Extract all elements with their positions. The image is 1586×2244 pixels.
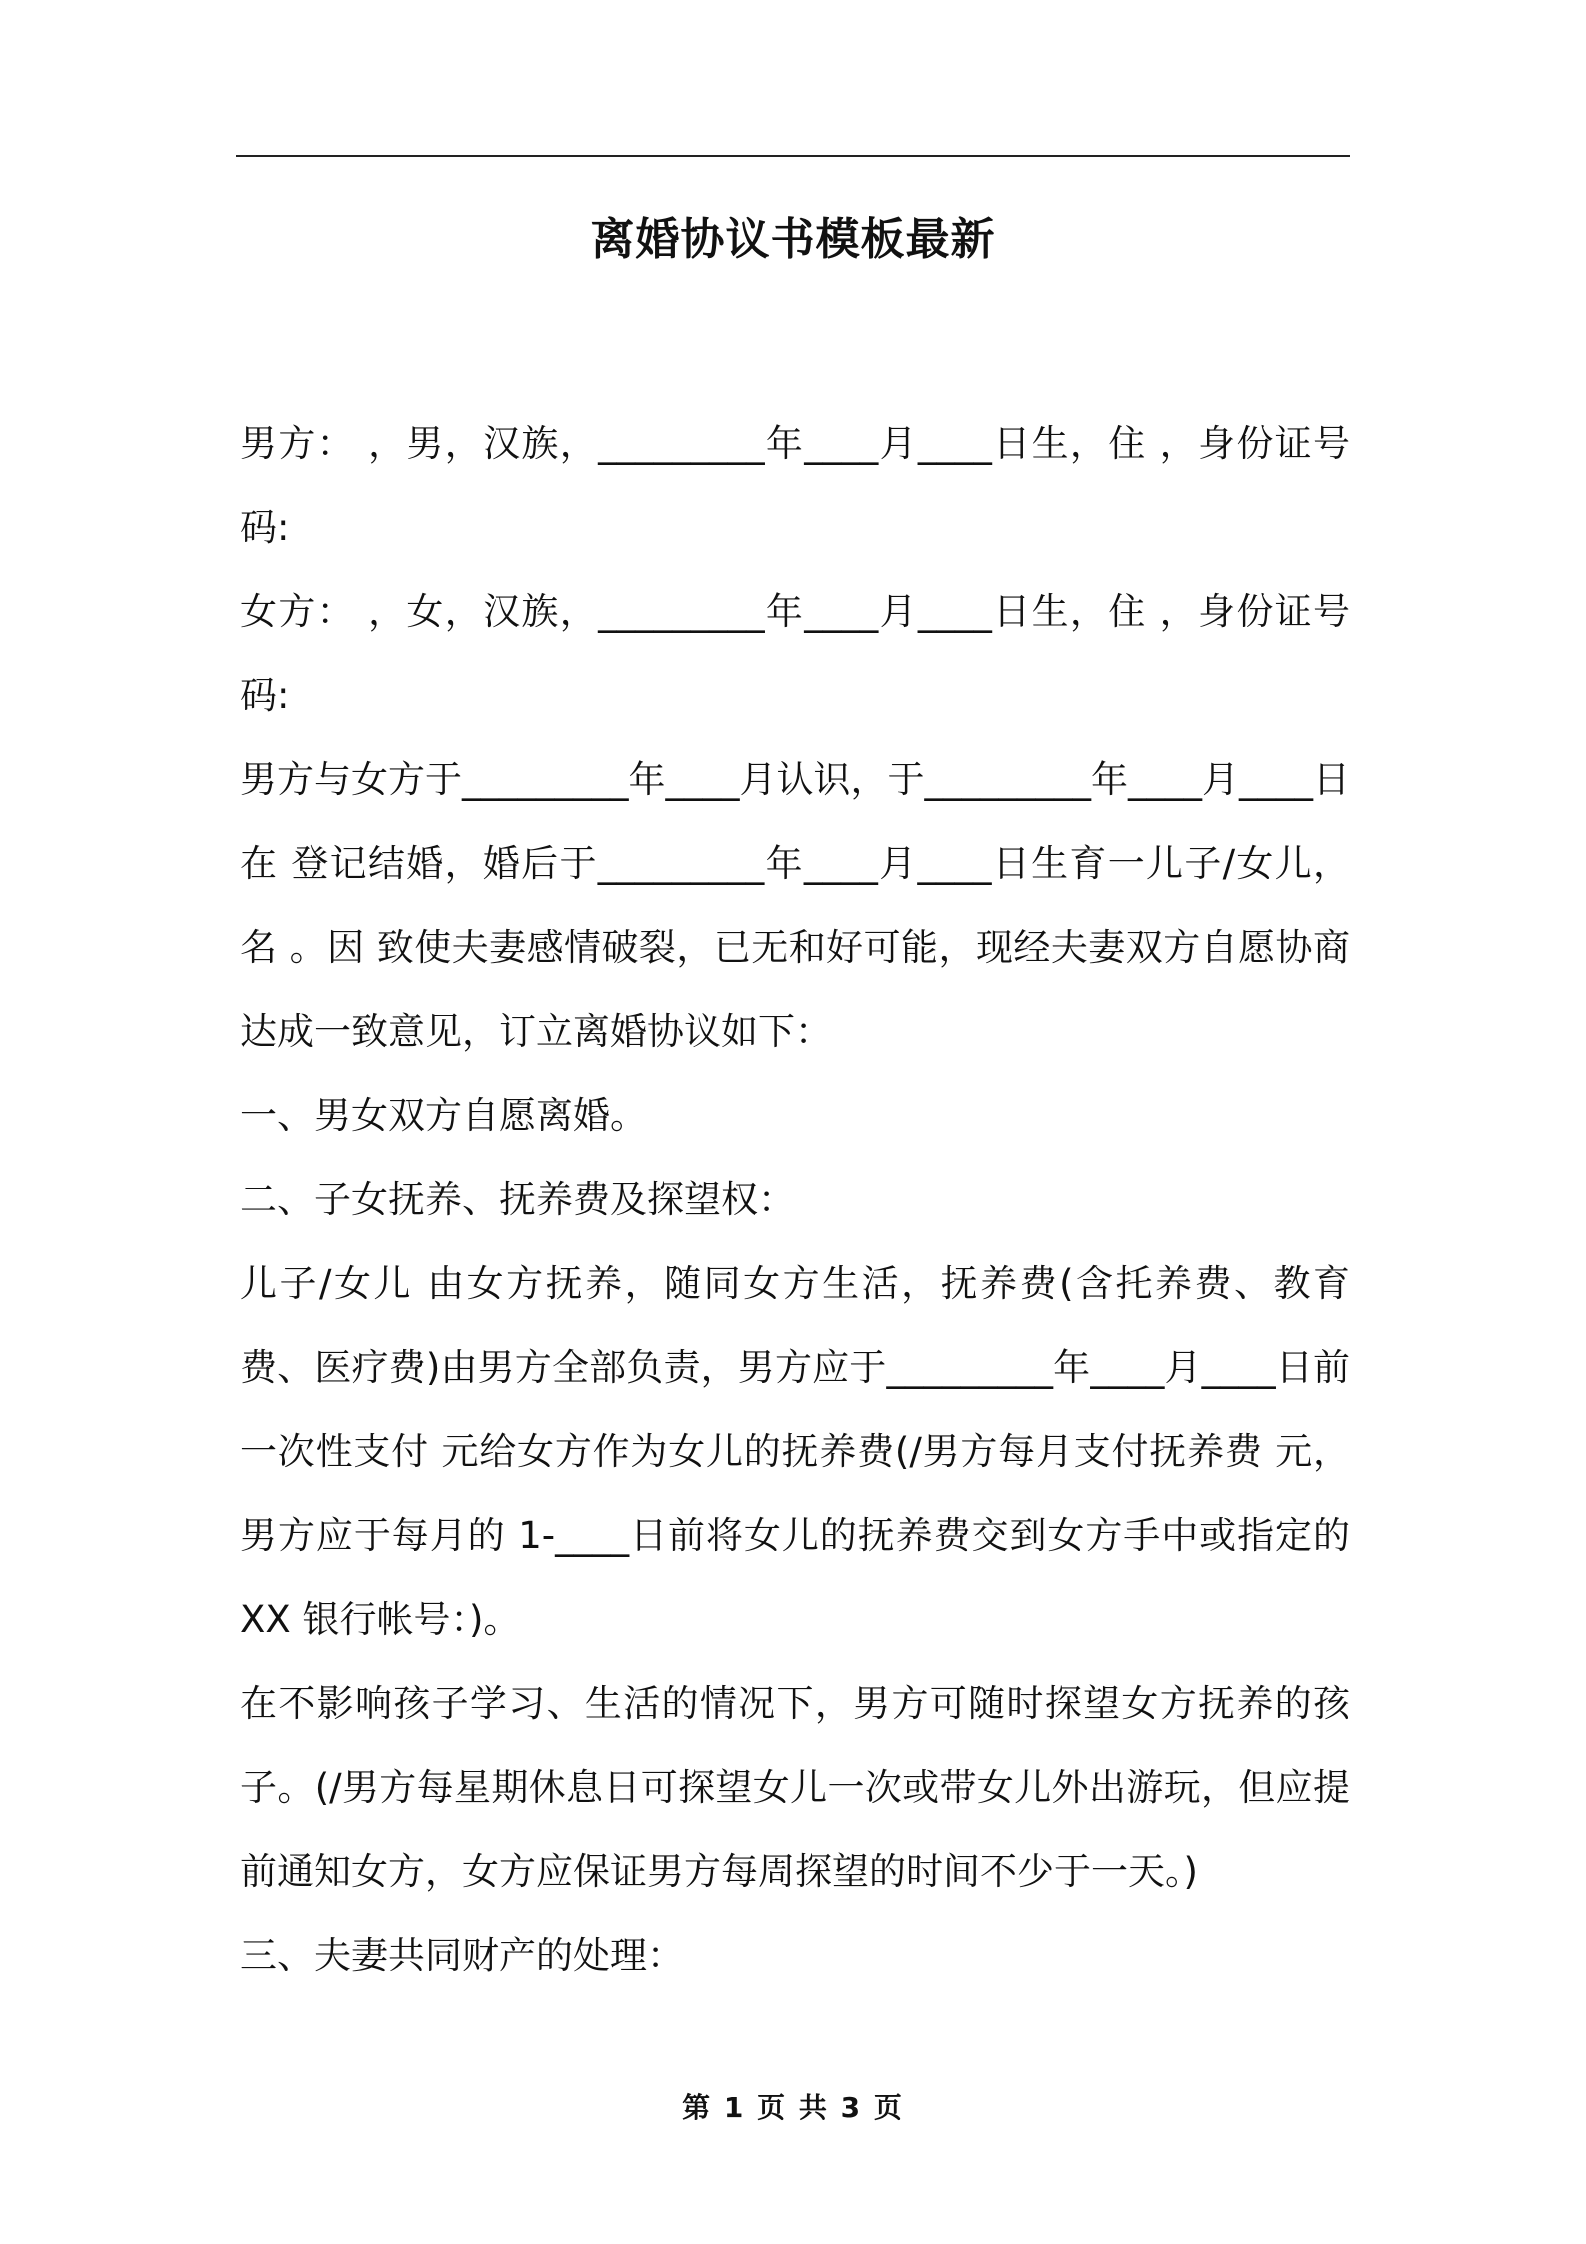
clause-one-heading: 一、男女双方自愿离婚。: [240, 1094, 647, 1137]
clause-two-heading: 二、子女抚养、抚养费及探望权：: [240, 1178, 795, 1221]
clause-three-heading: 三、夫妻共同财产的处理：: [240, 1934, 684, 1977]
page-number-footer: 第 1 页 共 3 页: [682, 2091, 904, 2124]
paragraph-male-party: 男方： ，男，汉族，_________年____月____日生，住 ，身份证号码:: [240, 422, 1350, 549]
document-title: 离婚协议书模板最新: [590, 214, 996, 265]
document-body: [240, 402, 1350, 1998]
paragraph-child-support: 儿子/女儿 由女方抚养，随同女方生活，抚养费(含托养费、教育费、医疗费)由男方全部负责，男方应于_________年____月____日前一次性支付 元给女方作为女儿的抚养费(/男方每月支付抚养费 元，男方应于每月的 1-____日前将女儿的抚养费交到女方手中或指定的 XX 银行帐号：)。: [240, 1262, 1350, 1641]
paragraph-marriage-background: 男方与女方于_________年____月认识，于_________年____月____日在 登记结婚，婚后于_________年____月____日生育一儿子/女儿，名 。因 致使夫妻感情破裂，已无和好可能，现经夫妻双方自愿协商达成一致意见，订立离婚协议如下：: [240, 758, 1350, 1053]
header-rule: [236, 155, 1350, 157]
paragraph-visitation: 在不影响孩子学习、生活的情况下，男方可随时探望女方抚养的孩子。(/男方每星期休息日可探望女儿一次或带女儿外出游玩，但应提前通知女方，女方应保证男方每周探望的时间不少于一天。): [240, 1682, 1350, 1893]
paragraph-female-party: 女方： ，女，汉族，_________年____月____日生，住 ，身份证号码:: [240, 590, 1350, 717]
